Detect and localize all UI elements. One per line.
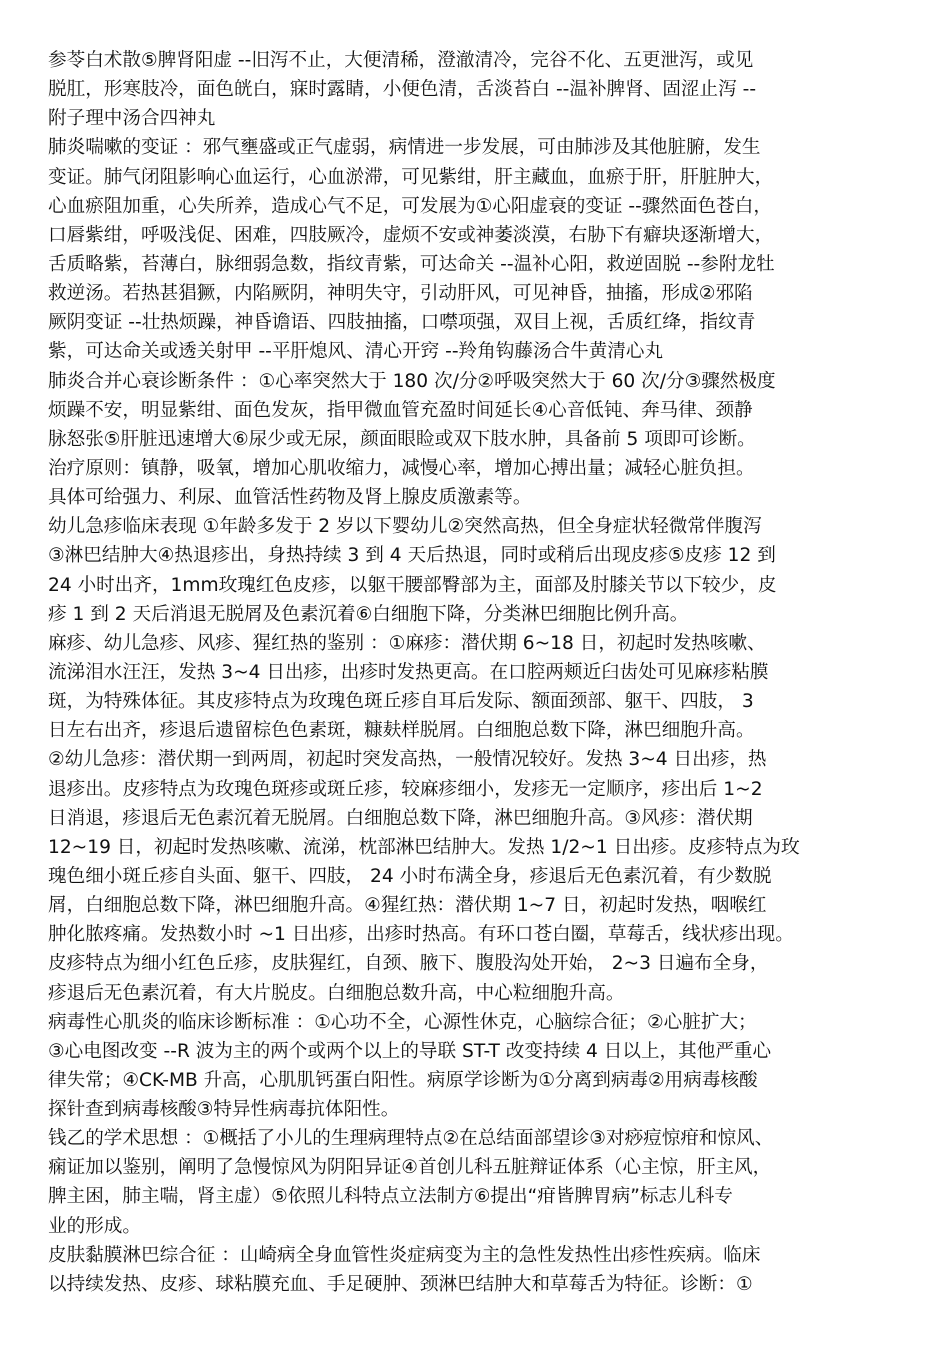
text-line: 律失常；④CK-MB 升高，心肌肌钙蛋白阳性。病原学诊断为①分离到病毒②用病毒核酸: [48, 1069, 758, 1091]
text-line: 业的形成。: [48, 1215, 141, 1237]
text-line: 肺炎喘嗽的变证 ：邪气壅盛或正气虚弱，病情进一步发展，可由肺涉及其他脏腑，发生: [48, 137, 761, 159]
text-line: 紫，可达命关或透关射甲 --平肝熄风、清心开窍 --羚角钩藤汤合牛黄清心丸: [48, 341, 664, 363]
text-line: ③心电图改变 --R 波为主的两个或两个以上的导联 ST-T 改变持续 4 日以上，其他严重心: [48, 1040, 772, 1062]
text-line: 肺炎合并心衰诊断条件 ：①心率突然大于 180 次/分②呼吸突然大于 60 次/分③骤然极度: [48, 370, 776, 392]
text-line: 退疹出。皮疹特点为玫瑰色斑疹或斑丘疹，较麻疹细小，发疹无一定顺序，疹出后 1~2: [48, 778, 763, 800]
text-line: 流涕泪水汪汪，发热 3~4 日出疹，出疹时发热更高。在口腔两颊近臼齿处可见麻疹粘膜: [48, 661, 769, 683]
text-line: 幼儿急疹临床表现 ①年龄多发于 2 岁以下婴幼儿②突然高热，但全身症状轻微常伴腹泻: [48, 516, 762, 538]
text-line: 疹退后无色素沉着，有大片脱皮。白细胞总数升高，中心粒细胞升高。: [48, 982, 625, 1004]
text-line: 24 小时出齐，1mm玫瑰红色皮疹，以躯干腰部臀部为主，面部及肘膝关节以下较少，皮: [48, 574, 777, 596]
text-line: 12~19 日，初起时发热咳嗽、流涕，枕部淋巴结肿大。发热 1/2~1 日出疹。皮疹特点为玫: [48, 836, 800, 858]
text-line: 脉怒张⑤肝脏迅速增大⑥尿少或无尿，颜面眼睑或双下肢水肿，具备前 5 项即可诊断。: [48, 428, 756, 450]
text-line: 瑰色细小斑丘疹自头面、躯干、四肢， 24 小时布满全身，疹退后无色素沉着，有少数脱: [48, 865, 772, 887]
text-line: 脾主困，肺主喘，肾主虚）⑤依照儿科特点立法制方⑥提出“疳皆脾胃病”标志儿科专: [48, 1186, 733, 1208]
text-line: 皮疹特点为细小红色丘疹，皮肤猩红，自颈、腋下、腹股沟处开始， 2~3 日遍布全身，: [48, 953, 769, 975]
text-line: 参苓白术散⑤脾肾阳虚 --旧泻不止，大便清稀，澄澈清冷，完谷不化、五更泄泻，或见: [48, 50, 754, 71]
text-line: 探针查到病毒核酸③特异性病毒抗体阳性。: [48, 1099, 400, 1121]
text-line: 肿化脓疼痛。发热数小时 ~1 日出疹，出疹时热高。有环口苍白圈，草莓舌，线状疹出现。: [48, 924, 794, 946]
text-line: 脱肛，形寒肢冷，面色㿠白，寐时露睛，小便色清，舌淡苔白 --温补脾肾、固涩止泻 --: [48, 79, 757, 101]
text-line: 附子理中汤合四神丸: [48, 108, 216, 130]
text-line: ②幼儿急疹：潜伏期一到两周，初起时突发高热，一般情况较好。发热 3~4 日出疹，热: [48, 749, 767, 771]
text-line: 麻疹、幼儿急疹、风疹、猩红热的鉴别 ：①麻疹：潜伏期 6~18 日，初起时发热咳嗽、: [48, 632, 766, 654]
text-line: 日消退，疹退后无色素沉着无脱屑。白细胞总数下降，淋巴细胞升高。③风疹：潜伏期: [48, 807, 753, 829]
text-line: 皮肤黏膜淋巴综合征 ：山崎病全身血管性炎症病变为主的急性发热性出疹性疾病。临床: [48, 1244, 761, 1266]
text-line: 病毒性心肌炎的临床诊断标准 ：①心功不全，心源性休克，心脑综合征；②心脏扩大；: [48, 1011, 757, 1033]
text-line: 心血瘀阻加重，心失所养，造成心气不足，可发展为①心阳虚衰的变证 --骤然面色苍白，: [48, 195, 772, 217]
text-line: 口唇紫绀，呼吸浅促、困难，四肢厥冷，虚烦不安或神萎淡漠，右胁下有癖块逐渐增大，: [48, 224, 774, 246]
text-line: 救逆汤。若热甚猖獗，内陷厥阴，神明失守，引动肝风，可见神昏，抽搐，形成②邪陷: [48, 283, 753, 305]
text-line: 以持续发热、皮疹、球粘膜充血、手足硬肿、颈淋巴结肿大和草莓舌为特征。诊断：①: [48, 1273, 753, 1295]
text-line: 痫证加以鉴别，阐明了急慢惊风为阴阳异证④首创儿科五脏辩证体系（心主惊，肝主风，: [48, 1157, 772, 1179]
text-line: 钱乙的学术思想 ：①概括了小儿的生理病理特点②在总结面部望诊③对痧痘惊疳和惊风、: [48, 1128, 774, 1150]
text-line: 厥阴变证 --壮热烦躁，神昏谵语、四肢抽搐，口噤项强，双目上视，舌质红绛，指纹青: [48, 312, 756, 334]
text-line: 斑，为特殊体征。其皮疹特点为玫瑰色斑丘疹自耳后发际、额面颈部、躯干、四肢， 3: [48, 691, 754, 713]
text-line: 烦躁不安，明显紫绀、面色发灰，指甲微血管充盈时间延长④心音低钝、奔马律、颈静: [48, 399, 753, 421]
text-line: 变证。肺气闭阻影响心血运行，心血淤滞，可见紫绀，肝主藏血，血瘀于肝，肝脏肿大，: [48, 166, 774, 188]
text-line: 具体可给强力、利尿、血管活性药物及肾上腺皮质激素等。: [48, 487, 532, 509]
text-line: ③淋巴结肿大④热退疹出，身热持续 3 到 4 天后热退，同时或稍后出现皮疹⑤皮疹 12 到: [48, 545, 776, 567]
text-line: 疹 1 到 2 天后消退无脱屑及色素沉着⑥白细胞下降，分类淋巴细胞比例升高。: [48, 603, 689, 625]
text-line: 治疗原则：镇静，吸氧，增加心肌收缩力，减慢心率，增加心搏出量；减轻心脏负担。: [48, 457, 755, 479]
text-line: 舌质略紫，苔薄白，脉细弱急数，指纹青紫，可达命关 --温补心阳，救逆固脱 --参附龙牡: [48, 253, 775, 275]
text-line: 日左右出齐，疹退后遗留棕色色素斑，糠麸样脱屑。白细胞总数下降，淋巴细胞升高。: [48, 720, 755, 742]
text-line: 屑，白细胞总数下降，淋巴细胞升高。④猩红热：潜伏期 1~7 日，初起时发热，咽喉红: [48, 895, 767, 917]
